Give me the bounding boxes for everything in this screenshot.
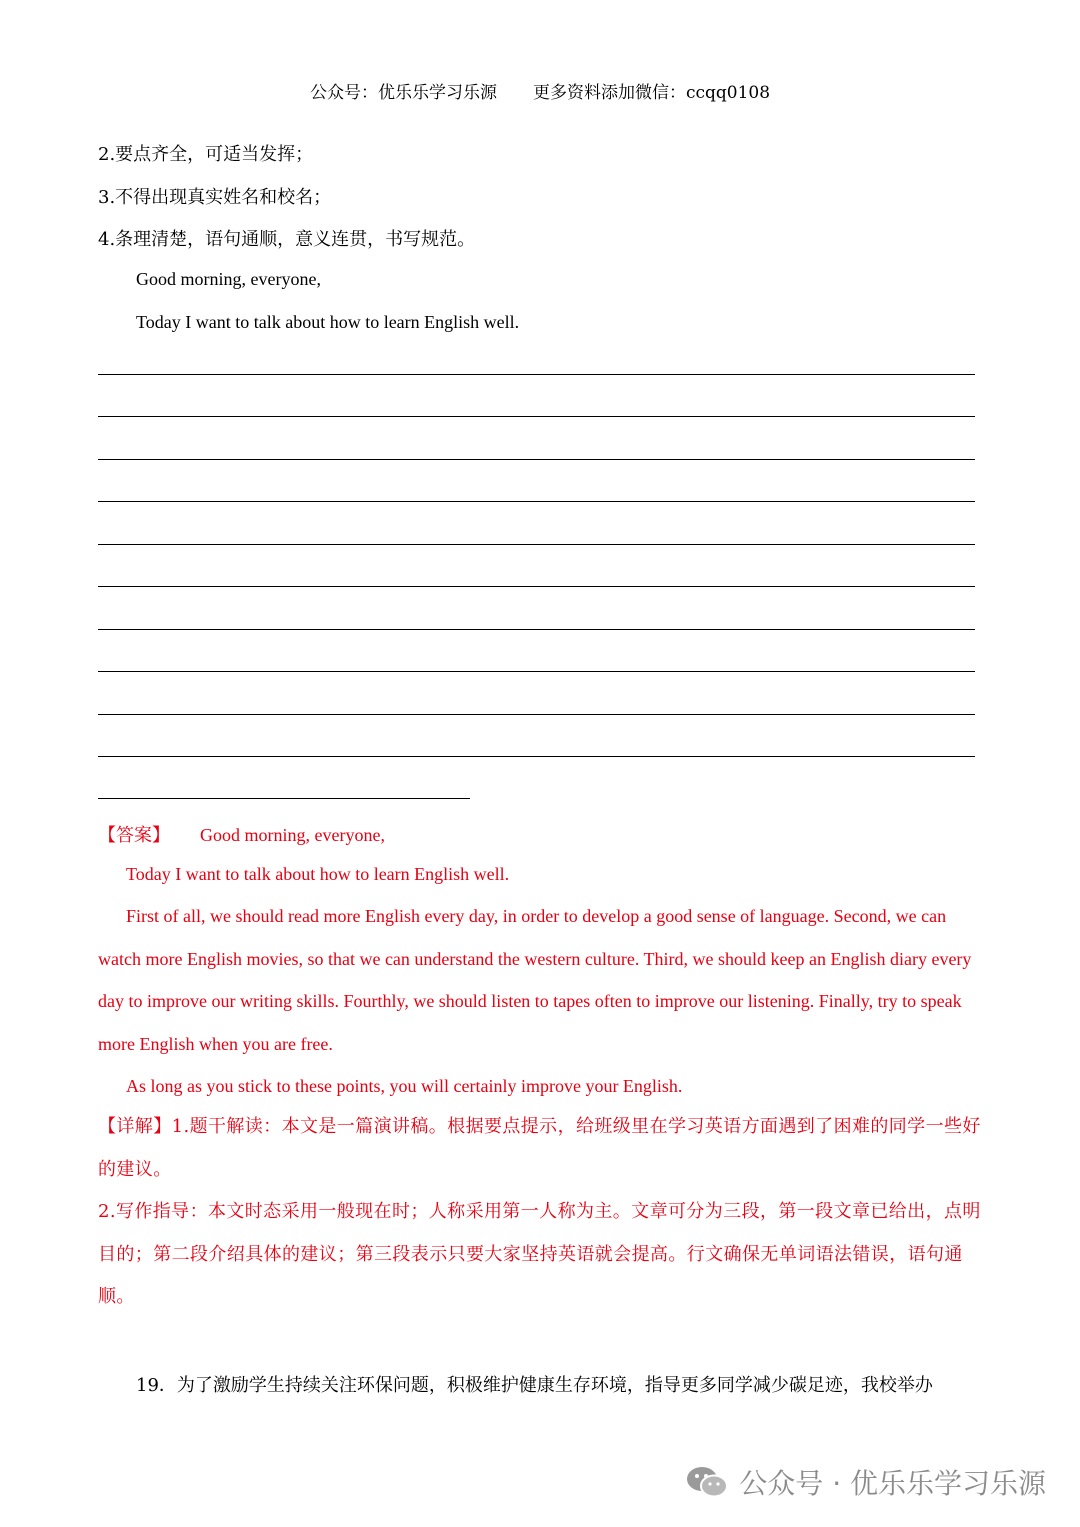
answer-body: First of all, we should read more English every day, in order to develop a good sense of language. Second, we can watch more English movies, so that we can understand the western culture. Third, we should keep an English diary every day to improve our writing skills. Fourthly, we should listen to tapes often to improve our listening. Finally, try to speak more English when you are free. [98, 906, 972, 1054]
writing-line [98, 459, 975, 460]
answer-greeting: Good morning, everyone, [200, 825, 385, 845]
writing-line [98, 798, 470, 799]
answer-label: 【答案】 [98, 825, 170, 846]
explanation-point-1 [98, 1106, 984, 1191]
prompt-greeting: Good morning, everyone, [136, 269, 321, 289]
wechat-icon [685, 1465, 729, 1499]
writing-line [98, 629, 975, 630]
explanation-label: 【详解】 [98, 1116, 172, 1137]
prompt-opening: Today I want to talk about how to learn English well. [136, 312, 520, 332]
watermark-text: 公众号 · 优乐乐学习乐源 [739, 1467, 1046, 1500]
answer-closing: As long as you stick to these points, you will certainly improve your English. [126, 1076, 683, 1096]
writing-line [98, 756, 975, 757]
writing-line [98, 544, 975, 545]
writing-line [98, 416, 975, 417]
explanation-point-2: 2.写作指导：本文时态采用一般现在时；人称采用第一人称为主。文章可分为三段，第一段文章已给出，点明目的；第二段介绍具体的建议；第三段表示只要大家坚持英语就会提高。行文确保无单词语法错误，语句通顺。 [98, 1201, 981, 1307]
explanation-text-1: 1.题干解读：本文是一篇演讲稿。根据要点提示，给班级里在学习英语方面遇到了困难的同学一些好的建议。 [98, 1116, 981, 1180]
answer-heading [98, 821, 385, 847]
writing-line [98, 671, 975, 672]
page-header [0, 78, 1080, 103]
watermark [685, 1462, 1046, 1502]
header-account: 公众号：优乐乐学习乐源 [309, 83, 497, 103]
requirement-item: 4.条理清楚，语句通顺，意义连贯，书写规范。 [98, 229, 476, 250]
writing-line [98, 501, 975, 502]
header-wechat: 更多资料添加微信：ccqq0108 [532, 83, 771, 103]
requirement-item: 3.不得出现真实姓名和校名； [98, 187, 332, 208]
answer-opening: Today I want to talk about how to learn English well. [126, 864, 510, 884]
writing-line [98, 586, 975, 587]
writing-line [98, 714, 975, 715]
writing-line [98, 374, 975, 375]
requirement-item: 2.要点齐全，可适当发挥； [98, 144, 314, 165]
next-question: 19．为了激励学生持续关注环保问题，积极维护健康生存环境，指导更多同学减少碳足迹，我校举办 [136, 1375, 933, 1396]
